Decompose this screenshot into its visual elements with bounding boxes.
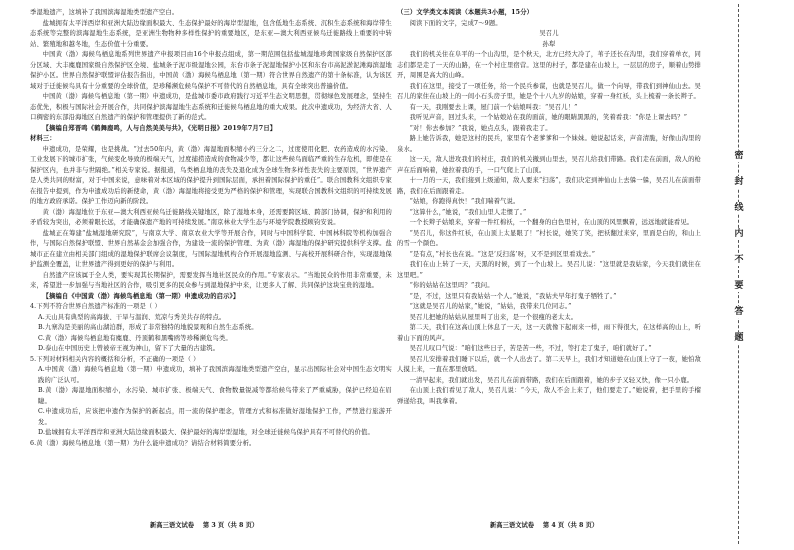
seal-char: 密 xyxy=(734,151,744,161)
text-line: 有一天，我刚要去上课，屋门前一个姑娘叫我：“吴召儿！” xyxy=(409,103,578,111)
text-line: 吴召儿叹口气说：“咱们这些日子，苦是苦一些，不过，等打走了鬼子，咱们就好了。” xyxy=(409,345,652,352)
seal-char: 要 xyxy=(734,281,744,291)
text-line: 自然遗产应该属于全人类，要实现其长期保护，需要发挥当地社区民众的作用。”专家表示。“当地民众的作用非常重要，未来，希望进一步加强与当地社区的合作，吸引更多的民众参与到湿地保护中来，让更多人了解、共同保护这块宝贵的湿地。 xyxy=(30,271,392,289)
text-line: “对！你去参加？”我说，她点点头，跟着我走了。 xyxy=(409,124,552,132)
text-line: 第二天，我们在这高山顶上休息了一天，这一天就像下起雨来一样，雨下得很大，在这样高的山上，听着山下面的风声。 xyxy=(397,324,701,342)
text-line: “是，不过，这里只有我姑姑一个人。”她说，“我姑夫早年打鬼子牺牲了。” xyxy=(409,292,617,300)
left-page-column xyxy=(30,8,392,513)
option: C.黄（渤）海候鸟栖息地有麋鹿、丹顶鹤和黑嘴鸥等珍稀濒危鸟类。 xyxy=(38,334,232,342)
text-line: 吴召儿把她的姑姑从屋里叫了出来，是一个很瘦的老太太。 xyxy=(409,313,578,321)
seal-char: 线 xyxy=(734,203,744,213)
seal-strip xyxy=(714,0,764,550)
option: A.天山具有典型的高海拔、干旱与温润、荒凉与秀美共存的特点。 xyxy=(38,313,226,321)
seal-char: 答 xyxy=(734,307,744,317)
text-line: 黄（渤）海湿地位于东亚—澳大利西亚候鸟迁徙路线关键地区，除了湿地本身，还需要跨区域、跨部门协调，保护和利用的矛盾较为突出，必须着眼长远，才能确保遗产地的可持续发展。”南京林业大学生态与环境学院教授顾钧安说。 xyxy=(30,208,392,226)
right-page-column xyxy=(397,8,701,513)
text-line: 我们在山上转了一天，天黑的时候，到了一个山坡上。吴召儿说：“这里就是我姑家，今天我们就住在这里吧。” xyxy=(397,261,701,279)
text-line: “你的姑姑在这里吗？”我问。 xyxy=(409,282,494,289)
text-line: “这就是吴召儿的姑家，”她说，“姑姑，我带来几位同志。” xyxy=(409,303,572,310)
seal-char: 不 xyxy=(734,255,744,265)
seal-char: 内 xyxy=(734,229,744,239)
story-title: 吴召儿 xyxy=(539,30,559,37)
seal-char: 题 xyxy=(734,333,744,343)
text-line: 盐城正在筹建“盐城湿地研究院”，与南京大学、南京农业大学等开展合作，同时与中国科学院、中国林科院等机构加强合作，与国际自然保护联盟、世界自然基金会加强合作，为建设一流的保护管理、为黄（渤）海湿地的保护研究提供科学支撑。盐城市正在建立由相关部门组成的湿地保护联席会议制度，与国际湿地机构合作开展湿地监测、与高校开展科研合作，实现湿地保护监测全覆盖，让世界遗产得到更好的保护与利用。 xyxy=(30,229,392,268)
material-heading: 材料三： xyxy=(30,135,56,142)
instruction: 阅读下面的文字，完成7～9题。 xyxy=(409,19,502,27)
text-line: 一清早起来，我们就出发，吴召儿在前面带路，我们在后面跟着，她的步子又轻又快，像一只小鹿。 xyxy=(409,376,694,384)
text-line: 路上她告诉我，她是这村的民兵，家里有个老爹爹和一个妹妹。她说起话来，声音清脆，好像山沟里的泉水。 xyxy=(397,135,701,153)
question-4: 4.下列不符合世界自然遗产标准的一项是（ ） xyxy=(30,303,161,310)
text-line: “这算什么，”她说，“我们山里人走惯了。” xyxy=(409,208,527,216)
seal-char: 封 xyxy=(734,177,744,187)
text-line: 我听见声音，回过头来，一个姑娘站在我的面前，她的眼睛黑黑的，笑着看我：“你是上课去吗？” xyxy=(409,114,688,121)
text-line: 中国黄（渤）海候鸟栖息地系列世界遗产申报项目由16个申报点组成，第一期范围包括盐城湿地珍禽国家级自然保护区部分区域、大丰麋鹿国家级自然保护区全境、盐城条子泥市级湿地公园，东台市条子泥湿地保护小区和东台市高泥淤泥滩海滨湿地保护小区。世界自然保护联盟评估报告指出，中国黄（渤）海候鸟栖息地（第一期）符合世界自然遗产的第十条标准，认为该区域对于迁徙候鸟具有十分重要的全球价值，是珍稀濒危候鸟保护不可替代的自然栖息地，具有全球突出普遍价值。 xyxy=(30,51,392,90)
text-line: 我们的机关住在阜平的一个山沟里，是个秋天，北方已经大冷了，苇子还长在沟里，我们穿着单衣，同志们都是走了一天的山路，在一个村庄里宿营。这里的村子，都是建在山坡上，一层层的房子，顺着山势排开，周围是高大的山峰。 xyxy=(397,51,701,79)
text-line: 在山顶上我们看见了敌人，吴召儿说：“今天，敌人不会上来了，他们要走了。”她说着，把手里的手榴弹递给我，叫我拿着。 xyxy=(397,387,701,405)
option: C.申遗成功后，应该把申遗作为保护的新起点，用一流的保护理念，管理方式和标准做好湿地保护工作，严禁进行旅游开发。 xyxy=(38,408,392,426)
page-footer-3: 新高三语文试卷 第 3 页（共 8 页） xyxy=(150,522,259,529)
question-5: 5.下列对材料相关内容的概括和分析，不正确的一项是（ ） xyxy=(30,355,200,363)
option: B.黄（渤）海湿地面积缩小，水污染、城市扩张、极端天气、食物数量锐减等都给候鸟带来了严重威胁，保护已经迫在眉睫。 xyxy=(38,387,392,405)
text-line: 我们在这里，接受了一项任务，给一个民兵参谋，也就是吴召儿，做一个向导，带我们到神仙山去。吴召儿的家住在山坡上的一间小石头房子里，她是个十八九岁的姑娘，穿着一身红袄，头上梳着一条长辫子。 xyxy=(397,82,701,100)
text-line: 中国黄（渤）海候鸟栖息地（第一期）申遗成功，是盐城市委市政府践行习近平生态文明思想，贯彻绿色发展理念，坚持生态优先，积极与国际社会开展合作，共同保护滨海湿地生态系统和迁徙候鸟栖息地的重大成果。此次申遗成功，为经济大省、人口稠密的东部沿海地区自然遗产的保护和管理提供了新的范式。 xyxy=(30,93,392,121)
section-title: （三）文学类文本阅读（本题共3小题，15分） xyxy=(397,9,534,16)
text-line: “姑娘，你跑得真快！”我们喘着气说。 xyxy=(409,198,520,205)
seal-text xyxy=(726,150,752,358)
page-footer-4: 新高三语文试卷 第 4 页（共 8 页） xyxy=(490,522,599,529)
text-line: 盐城拥有太平洋西岸和亚洲大陆边缘面积最大、生态保护最好的海岸型湿地，包含低地生态系统、沉积生态系统和海岸带生态系统等完整的滨海湿地生态系统，是亚洲生物物种多样性保护的重要地区，是东亚—澳大利西亚候鸟迁徙路线上重要的中转站、繁殖地和越冬地，生态价值十分重要。 xyxy=(30,19,392,48)
option: B.九寨沟是美丽的高山湖泊群，形成了非常独特的地貌景观和自然生态系统。 xyxy=(38,324,258,331)
source-citation: 【摘编自郑晋鸣《鹤舞鹿鸣，人与自然美美与共》，《光明日报》2019年7月7日】 xyxy=(42,124,277,132)
option: D.泰山在中国历史上曾被帝王视为神山，留下了大量的古建筑。 xyxy=(38,345,220,352)
option: D.盐城拥有太平洋西岸和亚洲大陆边缘面积最大、保护最好的海岸型湿地，对全球迁徙候鸟保护具有不可替代的价值。 xyxy=(38,429,374,436)
option: A.中国黄（渤）海候鸟栖息地（第一期）申遗成功，填补了我国滨海湿地类型遗产空白，显示出国际社会对中国生态文明实践的广泛认可。 xyxy=(38,366,392,384)
source-citation: 【摘编自《中国黄（渤）海候鸟栖息地（第一期）申遗成功的启示》】 xyxy=(42,292,240,300)
story-author: 孙犁 xyxy=(542,40,556,48)
text-line: 一个长辫子姑娘来，穿着一件红棉袄，一个翻身的白色里衬，在山顶的风里飘着，远远地就能看见。 xyxy=(409,219,694,226)
text-line: 这一天，敌人进攻我们的村庄，我们的机关撤到山里去，吴召儿给我们带路。我们走在前面，敌人的枪声在后面响着，她拉着我的手，一口气爬上了山顶。 xyxy=(397,156,701,174)
text-line: 吴召儿安排着我们睡下以后，就一个人出去了。第二天早上，我们才知道她在山顶上守了一夜，她怕敌人摸上来，一直在那里放哨。 xyxy=(397,355,701,373)
text-line: 季湿地遗产，这填补了我国滨海湿地类型遗产空白。 xyxy=(30,9,179,16)
text-line: “吴召儿，你这件红袄，在山顶上太显眼了！”村长说，她笑了笑，把袄翻过来穿，里面是白的，和山上的雪一个颜色。 xyxy=(397,229,701,247)
question-6: 6.黄（渤）海候鸟栖息地（第一期）为什么能申遗成功？请结合材料简要分析。 xyxy=(30,439,256,447)
text-line: “是有点，”村长也在说。“这是‘反扫荡’呀，又不是到区里看戏去。” xyxy=(409,250,596,258)
text-line: 十一月的一天，我们接到上级通知，敌人要来“扫荡”，我们决定到神仙山上去躲一躲，吴召儿在前面带路，我们在后面跟着走。 xyxy=(397,177,701,195)
text-line: 申遗成功，是荣耀，也是挑战。“过去50年内，黄（渤）海湿地面积缩小约三分之二，过度使用化肥、农药造成的水污染、工业发展下的城市扩张，气候变化导致的极端天气，过度捕捞造成的食物减少等，都让这些候鸟面临严重的生存危机，即使是在保护区内，也并非与世隔绝。”相关专家说。据报道，鸟类栖息地的丧失及退化成为全球生物多样性丧失的主要原因，“世界遗产是人类共同的财富，对于中国来说，意味着对本区域的保护提升到国际层面，承担着国际保护的重任”。联合国教科文组织专家在报告中提到，作为申遗成功后的新使命，黄（渤）海湿地将接受更为严格的保护和管理，实现联合国教科文组织的可持续发展的地方政府承诺。保护工作迈向新的阶段。 xyxy=(30,145,392,205)
